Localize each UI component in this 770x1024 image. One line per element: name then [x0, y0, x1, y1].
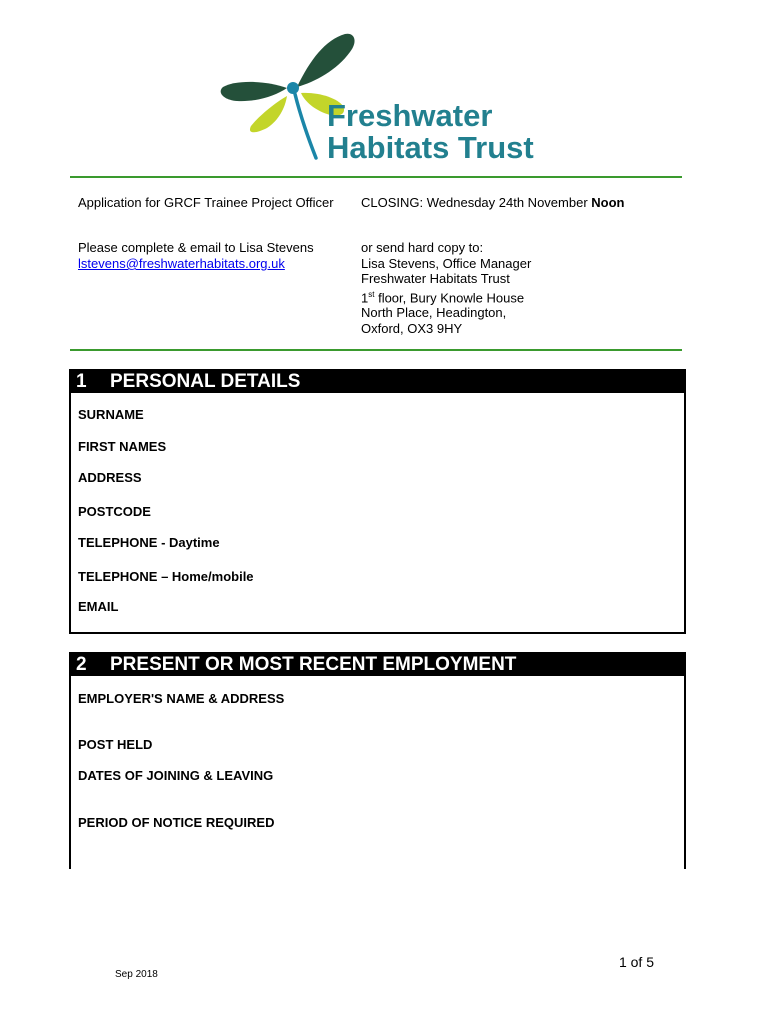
address-field[interactable]: ADDRESS — [78, 470, 142, 485]
address-floor-suffix: st — [368, 289, 375, 299]
postcode-field[interactable]: POSTCODE — [78, 504, 151, 519]
address-line2: Freshwater Habitats Trust — [361, 271, 510, 286]
address-floor-number: 1 — [361, 289, 369, 305]
closing-label: CLOSING: Wednesday 24th November — [361, 195, 588, 210]
page-number: 1 of 5 — [618, 954, 654, 970]
section-number: 1 — [76, 371, 87, 392]
footer-date: Sep 2018 — [115, 969, 158, 980]
application-title: Application for GRCF Trainee Project Officer — [78, 195, 334, 210]
employer-name-address-field[interactable]: EMPLOYER'S NAME & ADDRESS — [78, 691, 285, 706]
personal-details-section — [69, 369, 686, 634]
section-number: 2 — [76, 654, 87, 675]
dates-joining-leaving-field[interactable]: DATES OF JOINING & LEAVING — [78, 768, 274, 783]
closing-date — [361, 195, 681, 211]
address-line3 — [361, 287, 661, 306]
instructions-text: Please complete & email to Lisa Stevens — [78, 240, 314, 255]
address-line4: North Place, Headington, — [361, 305, 507, 321]
section-title: PERSONAL DETAILS — [110, 371, 301, 392]
section-body — [69, 393, 686, 634]
email-link[interactable]: lstevens@freshwaterhabitats.org.uk — [78, 256, 285, 271]
top-divider — [70, 176, 682, 178]
logo-text-line1: Freshwater — [327, 98, 493, 133]
section-header — [69, 369, 686, 393]
address-floor-rest: floor, Bury Knowle House — [374, 289, 525, 305]
email-field[interactable]: EMAIL — [78, 599, 119, 614]
address-line5: Oxford, OX3 9HY — [361, 320, 463, 336]
section-header — [69, 652, 686, 676]
hard-copy-label: or send hard copy to: — [361, 240, 484, 255]
telephone-mobile-field[interactable]: TELEPHONE – Home/mobile — [78, 569, 254, 584]
post-held-field[interactable]: POST HELD — [78, 737, 153, 752]
surname-field[interactable]: SURNAME — [78, 407, 144, 422]
telephone-daytime-field[interactable]: TELEPHONE - Daytime — [78, 535, 220, 550]
notice-period-field[interactable]: PERIOD OF NOTICE REQUIRED — [78, 815, 275, 830]
closing-time: Noon — [591, 195, 625, 210]
bottom-divider — [70, 349, 682, 351]
freshwater-habitats-trust-logo — [215, 30, 555, 165]
postal-address-block — [361, 240, 661, 336]
section-title: PRESENT OR MOST RECENT EMPLOYMENT — [110, 654, 517, 675]
employment-section — [69, 652, 686, 869]
address-line1: Lisa Stevens, Office Manager — [361, 255, 532, 271]
logo-text-line2: Habitats Trust — [327, 130, 534, 165]
first-names-field[interactable]: FIRST NAMES — [78, 439, 167, 454]
section-body — [69, 676, 686, 869]
